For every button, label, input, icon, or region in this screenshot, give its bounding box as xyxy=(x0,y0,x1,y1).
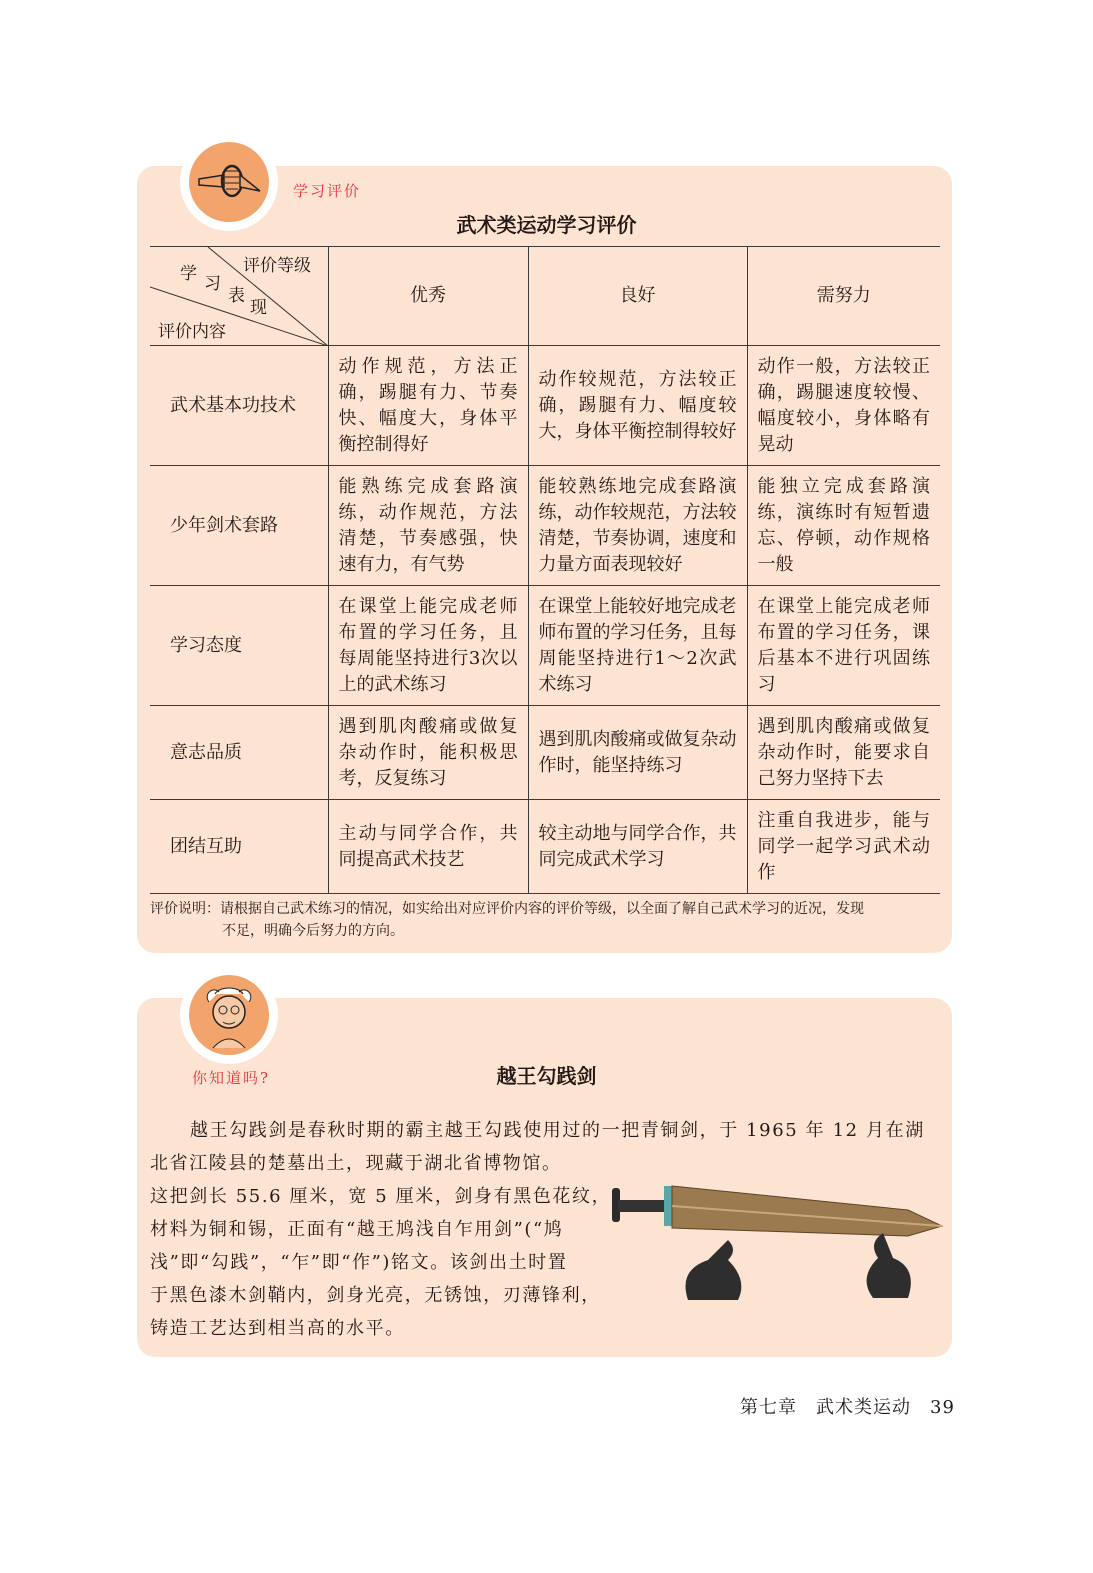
row-label: 少年剑术套路 xyxy=(150,466,328,586)
row-label: 团结互助 xyxy=(150,800,328,894)
article-text: 铸造工艺达到相当高的水平。 xyxy=(150,1318,405,1339)
page-number: 39 xyxy=(930,1397,955,1418)
article-text: 这把剑长 55.6 厘米，宽 5 厘米，剑身有黑色花纹， xyxy=(150,1186,612,1207)
level-header: 优秀 xyxy=(328,247,528,346)
article-text: 于黑色漆木剑鞘内，剑身光亮，无锈蚀，刃薄锋利， xyxy=(150,1285,601,1306)
article-text: 北省江陵县的楚墓出土，现藏于湖北省博物馆。 xyxy=(150,1153,562,1174)
cell: 在课堂上能完成老师布置的学习任务，课后基本不进行巩固练习 xyxy=(747,586,940,706)
table-row xyxy=(150,346,940,466)
cell: 遇到肌肉酸痛或做复杂动作时，能要求自己努力坚持下去 xyxy=(747,706,940,800)
article-text: 浅”即“勾践”，“乍”即“作”)铭文。该剑出土时置 xyxy=(150,1252,568,1273)
corner-char: 现 xyxy=(250,298,267,318)
table-row xyxy=(150,800,940,894)
cell: 动作一般，方法较正确，踢腿速度较慢、幅度较小，身体略有晃动 xyxy=(747,346,940,466)
corner-grade-label: 评价等级 xyxy=(243,256,311,276)
table-title: 武术类运动学习评价 xyxy=(456,213,637,237)
cell: 较主动地与同学合作，共同完成武术学习 xyxy=(528,800,747,894)
chapter-label: 第七章 武术类运动 xyxy=(740,1397,911,1418)
corner-char: 表 xyxy=(228,286,245,306)
corner-char: 习 xyxy=(204,274,221,294)
note-line: 评价说明：请根据自己武术练习的情况，如实给出对应评价内容的评价等级，以全面了解自己武术学习的近况，发现 xyxy=(150,901,864,917)
level-header: 良好 xyxy=(528,247,747,346)
cell: 能独立完成套路演练，演练时有短暂遗忘、停顿，动作规格一般 xyxy=(747,466,940,586)
page-footer xyxy=(740,1393,955,1419)
corner-char: 学 xyxy=(180,264,197,284)
cell: 遇到肌肉酸痛或做复杂动作时，能坚持练习 xyxy=(528,706,747,800)
cell: 能熟练完成套路演练，动作规范，方法清楚，节奏感强，快速有力，有气势 xyxy=(328,466,528,586)
corner-content-label: 评价内容 xyxy=(158,322,226,342)
section-tag: 你知道吗? xyxy=(192,1069,271,1087)
cell: 注重自我进步，能与同学一起学习武术动作 xyxy=(747,800,940,894)
cell: 动作规范，方法正确，踢腿有力、节奏快、幅度大，身体平衡控制得好 xyxy=(328,346,528,466)
table-row xyxy=(150,706,940,800)
corner-cell xyxy=(150,247,328,346)
cell: 遇到肌肉酸痛或做复杂动作时，能积极思考，反复练习 xyxy=(328,706,528,800)
row-label: 武术基本功技术 xyxy=(150,346,328,466)
article-text: 越王勾践剑是春秋时期的霸主越王勾践使用过的一把青铜剑，于 1965 年 12 月在湖 xyxy=(190,1120,925,1141)
article-text: 材料为铜和锡，正面有“越王鸠浅自乍用剑”(“鸠 xyxy=(150,1219,564,1240)
table-row xyxy=(150,586,940,706)
sword-image xyxy=(608,1180,944,1300)
cell: 动作较规范，方法较正确，踢腿有力、幅度较大，身体平衡控制得较好 xyxy=(528,346,747,466)
table-row xyxy=(150,466,940,586)
pencil-icon xyxy=(194,157,264,207)
level-header: 需努力 xyxy=(747,247,940,346)
cell: 在课堂上能较好地完成老师布置的学习任务，且每周能坚持进行1～2次武术练习 xyxy=(528,586,747,706)
header-row xyxy=(150,247,940,346)
professor-icon xyxy=(199,980,259,1050)
cell: 能较熟练地完成套路演练，动作较规范，方法较清楚，节奏协调，速度和力量方面表现较好 xyxy=(528,466,747,586)
did-you-know-badge xyxy=(180,966,278,1064)
section-tag: 学习评价 xyxy=(293,182,362,200)
note-line: 不足，明确今后努力的方向。 xyxy=(222,923,404,939)
row-label: 学习态度 xyxy=(150,586,328,706)
evaluation-note xyxy=(150,898,942,942)
cell: 主动与同学合作，共同提高武术技艺 xyxy=(328,800,528,894)
cell: 在课堂上能完成老师布置的学习任务，且每周能坚持进行3次以上的武术练习 xyxy=(328,586,528,706)
article-title: 越王勾践剑 xyxy=(496,1064,597,1088)
evaluation-table xyxy=(150,246,940,894)
row-label: 意志品质 xyxy=(150,706,328,800)
